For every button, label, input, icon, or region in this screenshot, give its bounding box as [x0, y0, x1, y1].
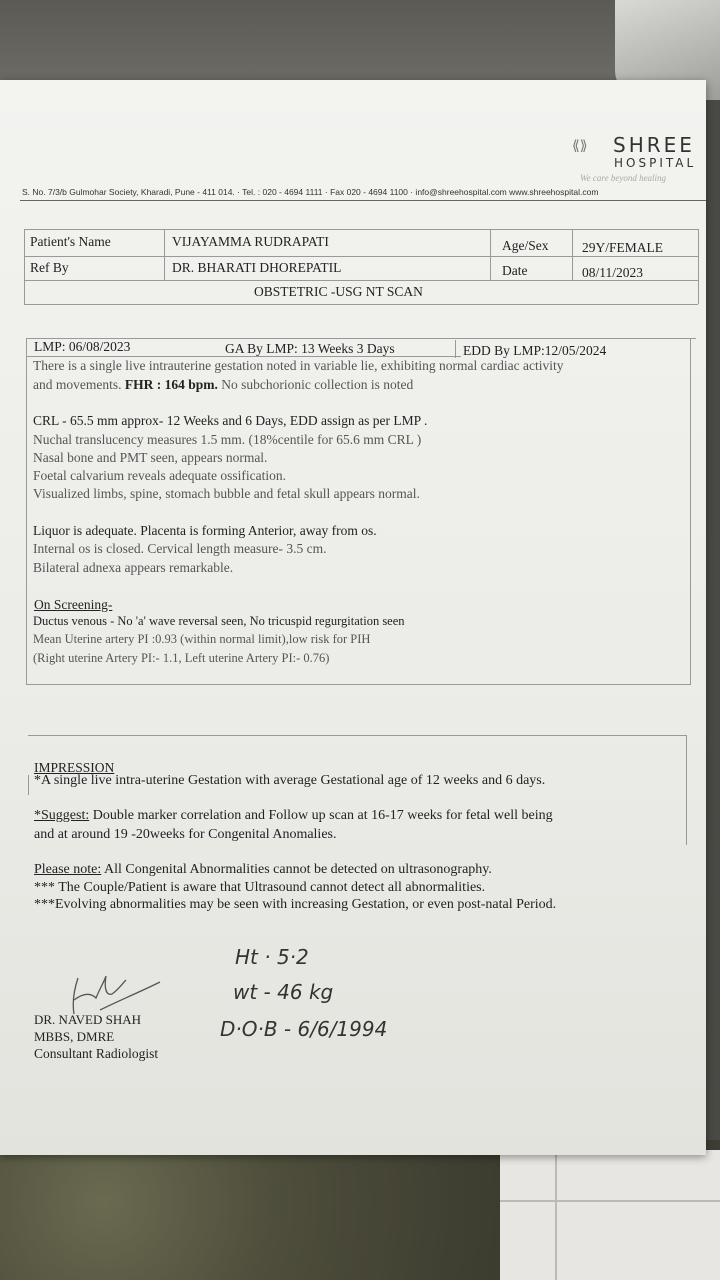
hospital-logo-icon: ⟪⟫ [572, 138, 588, 154]
table-line [24, 229, 25, 304]
handwritten-height: Ht · 5·2 [235, 945, 309, 969]
table-line [490, 229, 491, 280]
handwritten-dob: D·O·B - 6/6/1994 [220, 1017, 388, 1041]
ref-by-value: DR. BHARATI DHOREPATIL [172, 260, 342, 275]
hospital-tagline: We care beyond healing [580, 173, 667, 183]
findings-line: and movements. FHR : 164 bpm. No subchorionic collection is noted [33, 377, 414, 392]
table-line [572, 229, 573, 280]
liquor: Liquor is adequate. Placenta is forming Anterior, away from os. [33, 523, 377, 538]
hospital-name: SHREE [613, 133, 695, 157]
table-line [698, 229, 699, 304]
edd-by-lmp: EDD By LMP:12/05/2024 [463, 343, 607, 358]
date-value: 08/11/2023 [582, 265, 644, 280]
doctor-degree: MBBS, DMRE [34, 1029, 115, 1044]
scan-title: OBSTETRIC -USG NT SCAN [254, 284, 423, 299]
box-line [26, 338, 27, 684]
note-line-2: *** The Couple/Patient is aware that Ultrasound cannot detect all abnormalities. [34, 880, 486, 895]
box-line [28, 775, 29, 795]
background-top [0, 0, 720, 90]
table-line [24, 229, 698, 230]
box-line [28, 735, 686, 736]
box-line [686, 735, 687, 845]
age-sex-value: 29Y/FEMALE [582, 240, 663, 255]
handwritten-weight: wt - 46 kg [233, 980, 334, 1004]
box-line [690, 338, 691, 684]
patient-name-label: Patient's Name [30, 234, 111, 249]
screening-heading: On Screening- [34, 597, 113, 612]
adnexa: Bilateral adnexa appears remarkable. [33, 560, 234, 575]
crl: CRL - 65.5 mm approx- 12 Weeks and 6 Days, EDD assign as per LMP . [33, 413, 428, 428]
doctor-title: Consultant Radiologist [34, 1046, 159, 1061]
background-tiles [500, 1150, 720, 1280]
impression-heading: IMPRESSION [34, 760, 115, 775]
findings-line: There is a single live intrauterine gestation noted in variable lie, exhibiting normal cardiac activity [33, 358, 564, 373]
calvarium: Foetal calvarium reveals adequate ossification. [33, 468, 287, 483]
lmp: LMP: 06/08/2023 [34, 339, 131, 354]
header-rule [20, 200, 706, 201]
limbs: Visualized limbs, spine, stomach bubble and fetal skull appears normal. [33, 486, 420, 501]
note-line: Please note: All Congenital Abnormalities cannot be detected on ultrasonography. [34, 862, 492, 877]
age-sex-label: Age/Sex [502, 238, 549, 253]
table-line [24, 256, 698, 257]
uterine-artery-lr: (Right uterine Artery PI:- 1.1, Left uterine Artery PI:- 0.76) [33, 651, 330, 665]
table-line [164, 229, 165, 280]
table-line [24, 304, 698, 305]
nuchal-translucency: Nuchal translucency measures 1.5 mm. (18%centile for 65.6 mm CRL ) [33, 432, 422, 447]
suggest-line-2: and at around 19 -20weeks for Congenital Anomalies. [34, 827, 337, 842]
hospital-sub: HOSPITAL [614, 156, 697, 170]
suggest-line: *Suggest: Double marker correlation and Follow up scan at 16-17 weeks for fetal well being [34, 808, 553, 823]
background-fabric [0, 1150, 520, 1280]
ga-by-lmp: GA By LMP: 13 Weeks 3 Days [225, 341, 395, 356]
ref-by-label: Ref By [30, 260, 69, 275]
impression-line: *A single live intra-uterine Gestation with average Gestational age of 12 weeks and 6 days. [34, 773, 546, 788]
uterine-artery: Mean Uterine artery PI :0.93 (within normal limit),low risk for PIH [33, 632, 371, 646]
box-line [26, 684, 691, 685]
ductus-venous: Ductus venous - No 'a' wave reversal seen, No tricuspid regurgitation seen [33, 614, 405, 628]
doctor-name: DR. NAVED SHAH [34, 1012, 142, 1027]
internal-os: Internal os is closed. Cervical length measure- 3.5 cm. [33, 541, 327, 556]
nasal-bone: Nasal bone and PMT seen, appears normal. [33, 450, 268, 465]
box-line [455, 340, 456, 358]
note-line-3: ***Evolving abnormalities may be seen with increasing Gestation, or even post-natal Period. [34, 897, 557, 912]
hospital-address: S. No. 7/3/b Gulmohar Society, Kharadi, Pune - 411 014. · Tel. : 020 - 4694 1111 · Fax 020 - 4694 1100 · info@shreehospital.com www.shreehospital.com [22, 187, 599, 197]
date-label: Date [502, 263, 528, 278]
patient-name-value: VIJAYAMMA RUDRAPATI [172, 234, 329, 249]
